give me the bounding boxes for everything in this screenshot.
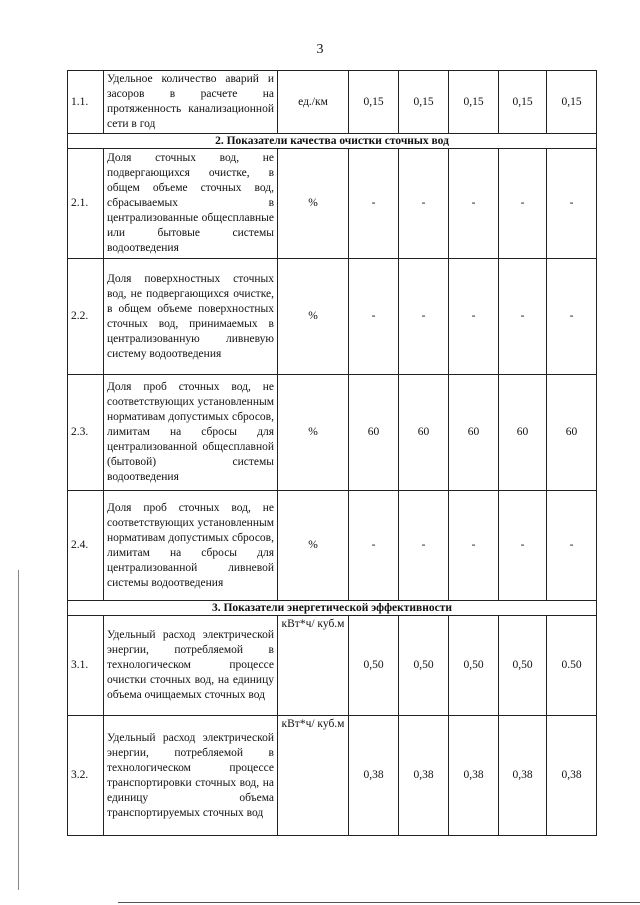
section-header-row [68,134,597,149]
indicator-name: Доля проб сточных вод, не соответствующих установленным нормативам допустимых сбросов, лимитам на сбросы для централизованной общесплавной (бытовой) системы водоотведения [104,375,278,491]
value-cell: - [499,491,547,601]
value-cell: - [449,491,499,601]
unit-cell: ед./км [278,71,349,134]
unit-cell: кВт*ч/ куб.м [278,716,349,836]
value-cell: 0,15 [499,71,547,134]
value-cell: 0,15 [349,71,399,134]
row-number: 2.2. [68,259,104,375]
value-cell: 0,15 [399,71,449,134]
indicator-name: Доля проб сточных вод, не соответствующих установленным нормативам допустимых сбросов, лимитам на сбросы для централизованной ливневой системы водоотведения [104,491,278,601]
table-row [68,491,597,601]
value-cell: 0,38 [499,716,547,836]
value-cell: - [499,149,547,259]
value-cell: - [547,149,597,259]
value-cell: 60 [349,375,399,491]
row-number: 1.1. [68,71,104,134]
value-cell: 60 [547,375,597,491]
indicator-name: Доля поверхностных сточных вод, не подвергающихся очистке, в общем объеме поверхностных сточных вод, принимаемых в централизованную ливневую систему водоотведения [104,259,278,375]
value-cell: - [547,259,597,375]
scan-artifact-line [18,570,19,890]
value-cell: 0,50 [399,616,449,716]
indicator-name: Удельный расход электрической энергии, потребляемой в технологическом процессе транспортировки сточных вод, на единицу объема транспортируемых сточных вод [104,716,278,836]
value-cell: - [499,259,547,375]
indicators-table-body [68,71,597,836]
unit-cell: % [278,259,349,375]
table-row [68,716,597,836]
value-cell: 0,38 [547,716,597,836]
value-cell: 60 [499,375,547,491]
value-cell: 0,50 [349,616,399,716]
unit-cell: % [278,149,349,259]
row-number: 3.1. [68,616,104,716]
section-title: 3. Показатели энергетической эффективности [68,601,597,616]
indicator-name: Удельное количество аварий и засоров в расчете на протяженность канализационной сети в год [104,71,278,134]
value-cell: 0,38 [349,716,399,836]
value-cell: 0,38 [399,716,449,836]
unit-cell: кВт*ч/ куб.м [278,616,349,716]
row-number: 2.3. [68,375,104,491]
unit-cell: % [278,375,349,491]
value-cell: 0,38 [449,716,499,836]
value-cell: - [349,149,399,259]
value-cell: 60 [449,375,499,491]
row-number: 2.1. [68,149,104,259]
value-cell: 0.50 [547,616,597,716]
scan-bottom-line [118,902,640,903]
table-row [68,259,597,375]
page-number: 3 [316,42,324,57]
indicator-name: Доля сточных вод, не подвергающихся очистке, в общем объеме сточных вод, сбрасываемых в централизованные общесплавные или бытовые системы водоотведения [104,149,278,259]
table-row [68,616,597,716]
value-cell: - [449,259,499,375]
value-cell: - [399,149,449,259]
value-cell: - [399,259,449,375]
value-cell: - [449,149,499,259]
value-cell: - [349,259,399,375]
row-number: 2.4. [68,491,104,601]
value-cell: - [399,491,449,601]
row-number: 3.2. [68,716,104,836]
value-cell: 0,15 [547,71,597,134]
indicators-table [67,70,597,836]
section-title: 2. Показатели качества очистки сточных вод [68,134,597,149]
unit-cell: % [278,491,349,601]
value-cell: 0,15 [449,71,499,134]
table-row [68,71,597,134]
value-cell: - [547,491,597,601]
value-cell: 0,50 [449,616,499,716]
section-header-row [68,601,597,616]
value-cell: 60 [399,375,449,491]
indicator-name: Удельный расход электрической энергии, потребляемой в технологическом процессе очистки сточных вод, на единицу объема очищаемых сточных вод [104,616,278,716]
table-row [68,375,597,491]
value-cell: 0,50 [499,616,547,716]
value-cell: - [349,491,399,601]
table-row [68,149,597,259]
